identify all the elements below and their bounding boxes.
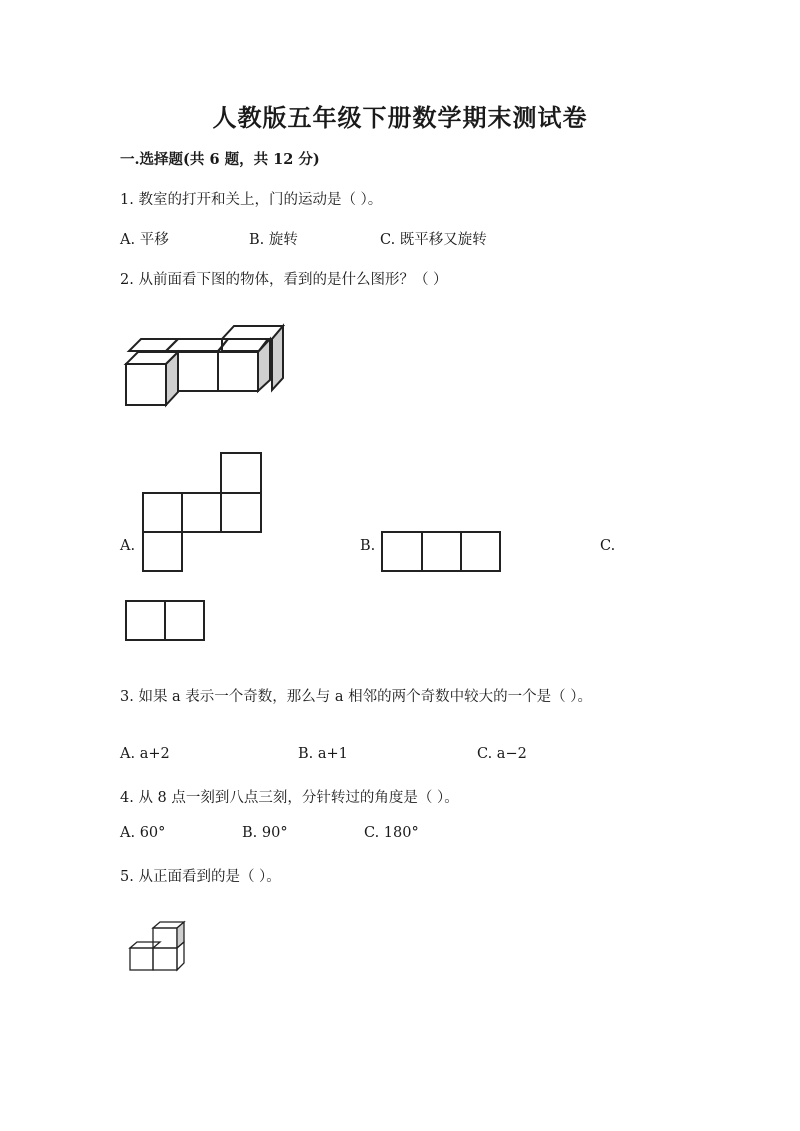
section-heading: 一.选择题(共 6 题，共 12 分) (120, 151, 320, 168)
question-2-stem: 2. 从前面看下图的物体，看到的是什么图形？（ ） (120, 272, 448, 288)
question-5-stem: 5. 从正面看到的是（ ）。 (120, 869, 281, 885)
question-4-option-a: A. 60° (120, 825, 166, 841)
question-2-option-c: C. (600, 538, 616, 554)
question-3-option-b: B. a+1 (298, 746, 348, 762)
question-2-option-a: A. (120, 538, 136, 554)
question-1-option-a: A. 平移 (120, 232, 169, 248)
page-title: 人教版五年级下册数学期末测试卷 (212, 103, 588, 132)
question-1-stem: 1. 教室的打开和关上，门的运动是（ ）。 (120, 192, 383, 208)
question-1-option-b: B. 旋转 (249, 232, 298, 248)
question-3-option-c: C. a−2 (477, 746, 527, 762)
question-4-option-b: B. 90° (242, 825, 288, 841)
question-3-stem: 3. 如果 a 表示一个奇数，那么与 a 相邻的两个奇数中较大的一个是（ ）。 (120, 689, 593, 705)
question-1-option-c: C. 既平移又旋转 (380, 232, 487, 248)
question-4-stem: 4. 从 8 点一刻到八点三刻，分针转过的角度是（ ）。 (120, 790, 459, 806)
question-3-option-a: A. a+2 (120, 746, 170, 762)
question-4-option-c: C. 180° (364, 825, 419, 841)
question-2-option-b: B. (360, 538, 376, 554)
